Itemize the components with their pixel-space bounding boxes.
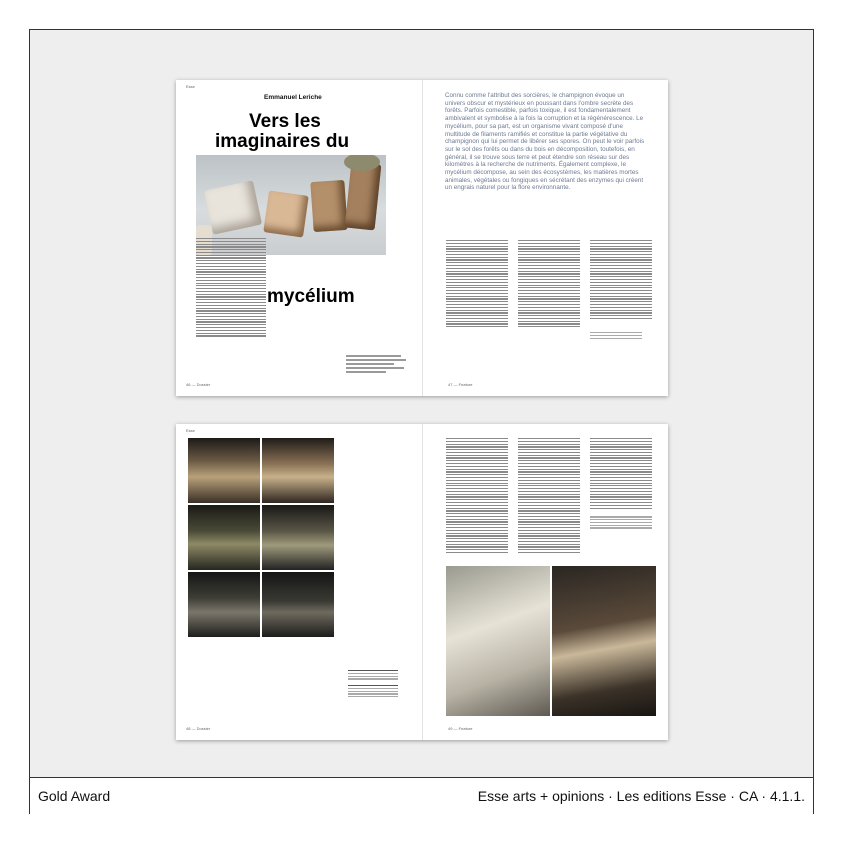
body-column-3 bbox=[518, 240, 580, 329]
photo-5 bbox=[188, 572, 260, 637]
showcase-background bbox=[30, 30, 813, 777]
running-head: Esse bbox=[186, 428, 195, 433]
photo-3 bbox=[188, 505, 260, 570]
running-head: Esse bbox=[186, 84, 195, 89]
caption-block-left bbox=[348, 670, 398, 699]
photo-oyster-mushrooms bbox=[446, 566, 550, 716]
title-line-1: Vers les bbox=[249, 111, 321, 132]
body-column-1 bbox=[196, 238, 266, 338]
folio-right: 47 — Feature bbox=[448, 382, 473, 387]
article-title bbox=[215, 111, 350, 152]
magazine-spread-2 bbox=[176, 424, 668, 740]
body-column-2-1 bbox=[446, 438, 508, 555]
photo-1 bbox=[188, 438, 260, 503]
photo-6 bbox=[262, 572, 334, 637]
spread-gutter bbox=[422, 80, 423, 396]
folio-right: 49 — Feature bbox=[448, 726, 473, 731]
body-column-4 bbox=[590, 240, 652, 321]
photo-2 bbox=[262, 438, 334, 503]
photo-4 bbox=[262, 505, 334, 570]
body-column-2 bbox=[446, 240, 508, 329]
magazine-spread-1 bbox=[176, 80, 668, 396]
title-line-3: mycélium bbox=[267, 286, 355, 307]
photo-caption bbox=[346, 355, 406, 375]
caption-right bbox=[590, 332, 642, 340]
article-author: Emmanuel Leriche bbox=[264, 94, 322, 101]
photo-grid-sculptures bbox=[188, 438, 334, 638]
photo-pair-mycelium bbox=[446, 566, 656, 716]
folio-left: 48 — Dossier bbox=[186, 726, 211, 731]
article-lead-paragraph: Connu comme l'attribut des sorcières, le champignon évoque un univers obscur et mystérieux en poussant dans l'ombre secrète des forêts. Parfois comestible, parfois toxique, il est fondamentalement ambivalent et symbolise à la fois la corruption et la régénérescence. Le mycélium, pour sa part, est un organisme vivant composé d'une multitude de filaments ramifiés et constitue la partie végétative du champignon qui lui permet de libérer ses spores. On peut le voir parfois sur le sol des forêts ou dans du bois en décomposition, toutefois, en général, il se trouve sous terre et peut étendre son réseau sur des kilomètres à la recherche de nutriments. Également complexe, le mycélium décompose, au sein des écosystèmes, les matières mortes animales, végétales ou fongiques en sécrétant des enzymes qui créent un engrais naturel pour la flore environnante. bbox=[445, 92, 645, 192]
award-credit: Esse arts + opinions · Les editions Esse · CA · 4.1.1. bbox=[477, 788, 805, 804]
folio-left: 46 — Dossier bbox=[186, 382, 211, 387]
spread-gutter bbox=[422, 424, 423, 740]
award-label: Gold Award bbox=[38, 788, 111, 804]
body-column-2-2 bbox=[518, 438, 580, 555]
photo-mycelium-column bbox=[552, 566, 656, 716]
award-footer bbox=[30, 777, 813, 814]
body-column-2-3 bbox=[590, 438, 652, 530]
title-line-2: imaginaires du bbox=[215, 131, 350, 152]
